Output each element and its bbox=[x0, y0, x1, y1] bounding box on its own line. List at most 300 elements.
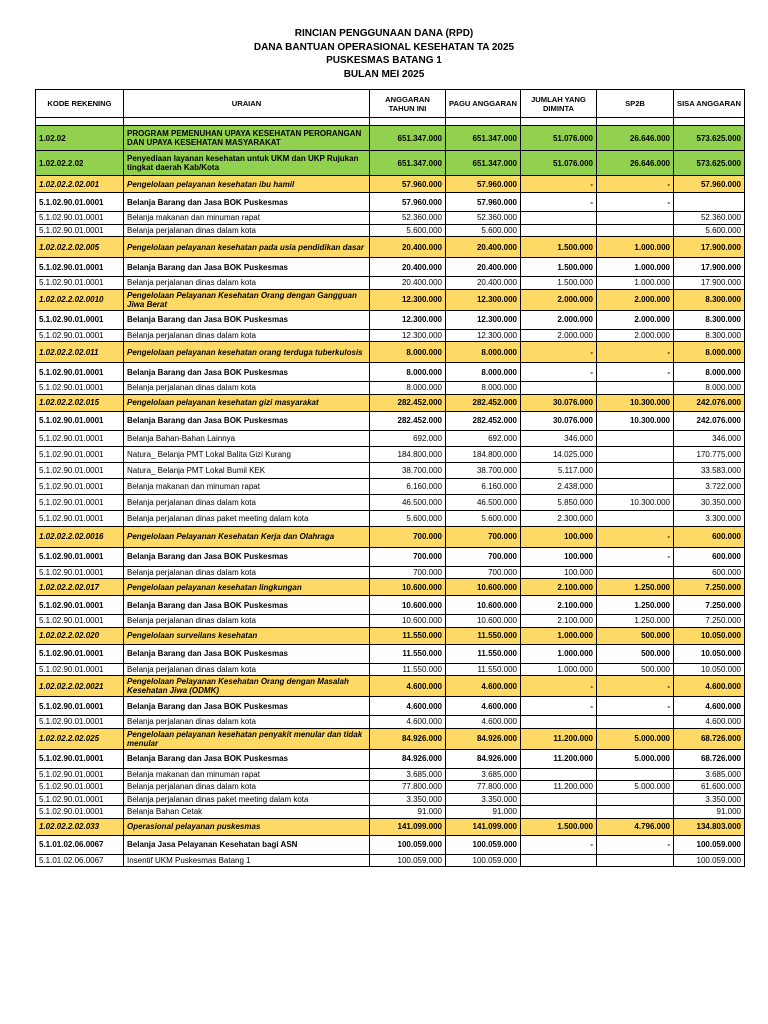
cell-sisa: 17.900.000 bbox=[674, 277, 745, 290]
cell-sp2b: 1.000.000 bbox=[597, 237, 674, 258]
cell-sisa: 7.250.000 bbox=[674, 615, 745, 628]
cell-uraian: Pengelolaan Pelayanan Kesehatan Orang dengan Gangguan Jiwa Berat bbox=[124, 289, 370, 310]
cell-pagu: 651.347.000 bbox=[446, 151, 521, 176]
cell-sp2b: 500.000 bbox=[597, 663, 674, 676]
cell-sisa: 100.059.000 bbox=[674, 854, 745, 867]
cell-jumlah: - bbox=[521, 363, 597, 382]
cell-sp2b bbox=[597, 478, 674, 494]
cell-kode: 5.1.02.90.01.0001 bbox=[36, 446, 124, 462]
cell-jumlah: 1.500.000 bbox=[521, 237, 597, 258]
col-header-uraian: URAIAN bbox=[124, 90, 370, 118]
cell-uraian: Belanja perjalanan dinas dalam kota bbox=[124, 615, 370, 628]
cell-sp2b: 1.250.000 bbox=[597, 615, 674, 628]
cell-kode: 5.1.02.90.01.0001 bbox=[36, 663, 124, 676]
cell-uraian: Belanja perjalanan dinas paket meeting dalam kota bbox=[124, 510, 370, 526]
table-row bbox=[36, 394, 745, 411]
cell-kode: 1.02.02.2.02.0016 bbox=[36, 526, 124, 547]
cell-pagu: 12.300.000 bbox=[446, 329, 521, 342]
cell-pagu: 84.926.000 bbox=[446, 728, 521, 749]
cell-pagu: 700.000 bbox=[446, 526, 521, 547]
cell-pagu: 5.600.000 bbox=[446, 224, 521, 237]
cell-pagu: 4.600.000 bbox=[446, 676, 521, 697]
cell-anggaran: 57.960.000 bbox=[370, 193, 446, 212]
cell-sisa: 573.625.000 bbox=[674, 151, 745, 176]
cell-jumlah bbox=[521, 224, 597, 237]
cell-jumlah: 11.200.000 bbox=[521, 749, 597, 768]
cell-sp2b bbox=[597, 716, 674, 729]
cell-kode: 5.1.02.90.01.0001 bbox=[36, 277, 124, 290]
cell-sisa: 573.625.000 bbox=[674, 126, 745, 151]
cell-anggaran: 12.300.000 bbox=[370, 289, 446, 310]
cell-kode: 1.02.02.2.02.0021 bbox=[36, 676, 124, 697]
cell-sp2b bbox=[597, 446, 674, 462]
cell-anggaran bbox=[370, 118, 446, 126]
cell-kode: 1.02.02.2.02.033 bbox=[36, 818, 124, 835]
cell-uraian: PROGRAM PEMENUHAN UPAYA KESEHATAN PERORANGAN DAN UPAYA KESEHATAN MASYARAKAT bbox=[124, 126, 370, 151]
cell-sp2b: 10.300.000 bbox=[597, 411, 674, 430]
cell-sp2b: 2.000.000 bbox=[597, 310, 674, 329]
cell-sp2b: - bbox=[597, 835, 674, 854]
col-header-jumlah: JUMLAH YANG DIMINTA bbox=[521, 90, 597, 118]
cell-jumlah bbox=[521, 212, 597, 225]
cell-pagu: 8.000.000 bbox=[446, 342, 521, 363]
cell-anggaran: 700.000 bbox=[370, 526, 446, 547]
rpd-table bbox=[35, 89, 745, 867]
cell-sp2b: 10.300.000 bbox=[597, 394, 674, 411]
cell-uraian: Belanja Bahan-Bahan Lainnya bbox=[124, 430, 370, 446]
cell-sp2b bbox=[597, 510, 674, 526]
cell-sp2b: - bbox=[597, 363, 674, 382]
cell-sp2b: 26.646.000 bbox=[597, 126, 674, 151]
cell-uraian: Belanja Barang dan Jasa BOK Puskesmas bbox=[124, 644, 370, 663]
cell-jumlah: 2.300.000 bbox=[521, 510, 597, 526]
cell-sisa: 170.775.000 bbox=[674, 446, 745, 462]
cell-anggaran: 100.059.000 bbox=[370, 854, 446, 867]
cell-anggaran: 700.000 bbox=[370, 547, 446, 566]
cell-uraian: Belanja Barang dan Jasa BOK Puskesmas bbox=[124, 596, 370, 615]
cell-anggaran: 10.600.000 bbox=[370, 596, 446, 615]
cell-anggaran: 100.059.000 bbox=[370, 835, 446, 854]
table-row bbox=[36, 176, 745, 193]
cell-uraian: Belanja perjalanan dinas dalam kota bbox=[124, 277, 370, 290]
col-header-kode: KODE REKENING bbox=[36, 90, 124, 118]
cell-anggaran: 3.685.000 bbox=[370, 768, 446, 781]
cell-kode: 1.02.02.2.02.001 bbox=[36, 176, 124, 193]
cell-jumlah: 5.850.000 bbox=[521, 494, 597, 510]
cell-anggaran: 282.452.000 bbox=[370, 411, 446, 430]
cell-pagu: 100.059.000 bbox=[446, 854, 521, 867]
cell-jumlah bbox=[521, 118, 597, 126]
cell-sisa: 3.300.000 bbox=[674, 510, 745, 526]
cell-pagu bbox=[446, 118, 521, 126]
cell-sisa: 57.960.000 bbox=[674, 176, 745, 193]
cell-uraian: Belanja Jasa Pelayanan Kesehatan bagi ASN bbox=[124, 835, 370, 854]
table-row bbox=[36, 835, 745, 854]
cell-anggaran: 11.550.000 bbox=[370, 627, 446, 644]
cell-kode: 5.1.02.90.01.0001 bbox=[36, 462, 124, 478]
cell-jumlah: 346.000 bbox=[521, 430, 597, 446]
cell-sisa: 4.600.000 bbox=[674, 676, 745, 697]
table-row bbox=[36, 411, 745, 430]
cell-kode: 5.1.02.90.01.0001 bbox=[36, 768, 124, 781]
cell-uraian: Pengelolaan surveilans kesehatan bbox=[124, 627, 370, 644]
cell-uraian bbox=[124, 118, 370, 126]
cell-uraian: Pengelolaan pelayanan kesehatan pada usia pendidikan dasar bbox=[124, 237, 370, 258]
cell-sisa: 10.050.000 bbox=[674, 663, 745, 676]
cell-kode bbox=[36, 118, 124, 126]
cell-sp2b: 5.000.000 bbox=[597, 728, 674, 749]
cell-sp2b: - bbox=[597, 676, 674, 697]
cell-kode: 5.1.02.90.01.0001 bbox=[36, 310, 124, 329]
col-header-pagu: PAGU ANGGARAN bbox=[446, 90, 521, 118]
cell-anggaran: 84.926.000 bbox=[370, 728, 446, 749]
cell-sp2b: - bbox=[597, 193, 674, 212]
cell-sisa: 600.000 bbox=[674, 547, 745, 566]
cell-kode: 1.02.02.2.02.011 bbox=[36, 342, 124, 363]
cell-sisa: 8.300.000 bbox=[674, 289, 745, 310]
table-row bbox=[36, 806, 745, 819]
table-row bbox=[36, 728, 745, 749]
table-row bbox=[36, 478, 745, 494]
cell-kode: 5.1.01.02.06.0067 bbox=[36, 854, 124, 867]
table-row bbox=[36, 663, 745, 676]
cell-pagu: 6.160.000 bbox=[446, 478, 521, 494]
cell-sisa: 3.685.000 bbox=[674, 768, 745, 781]
cell-jumlah: 1.500.000 bbox=[521, 277, 597, 290]
cell-uraian: Pengelolaan pelayanan kesehatan ibu hamil bbox=[124, 176, 370, 193]
cell-sisa bbox=[674, 193, 745, 212]
cell-pagu: 11.550.000 bbox=[446, 627, 521, 644]
cell-anggaran: 700.000 bbox=[370, 566, 446, 579]
cell-jumlah bbox=[521, 854, 597, 867]
table-row bbox=[36, 596, 745, 615]
table-row bbox=[36, 224, 745, 237]
cell-kode: 5.1.02.90.01.0001 bbox=[36, 566, 124, 579]
cell-anggaran: 52.360.000 bbox=[370, 212, 446, 225]
cell-sisa: 30.350.000 bbox=[674, 494, 745, 510]
table-row bbox=[36, 854, 745, 867]
cell-kode: 1.02.02.2.02.020 bbox=[36, 627, 124, 644]
cell-uraian: Belanja Barang dan Jasa BOK Puskesmas bbox=[124, 547, 370, 566]
cell-pagu: 651.347.000 bbox=[446, 126, 521, 151]
cell-kode: 1.02.02.2.02.015 bbox=[36, 394, 124, 411]
cell-sisa: 600.000 bbox=[674, 566, 745, 579]
cell-anggaran: 20.400.000 bbox=[370, 258, 446, 277]
cell-sisa: 8.300.000 bbox=[674, 310, 745, 329]
table-row bbox=[36, 644, 745, 663]
cell-kode: 5.1.02.90.01.0001 bbox=[36, 510, 124, 526]
cell-sisa: 7.250.000 bbox=[674, 579, 745, 596]
cell-jumlah: 100.000 bbox=[521, 547, 597, 566]
cell-anggaran: 20.400.000 bbox=[370, 277, 446, 290]
table-row bbox=[36, 627, 745, 644]
cell-pagu: 10.600.000 bbox=[446, 596, 521, 615]
cell-anggaran: 5.600.000 bbox=[370, 510, 446, 526]
table-row bbox=[36, 289, 745, 310]
cell-uraian: Belanja perjalanan dinas dalam kota bbox=[124, 329, 370, 342]
cell-pagu: 282.452.000 bbox=[446, 411, 521, 430]
cell-pagu: 20.400.000 bbox=[446, 237, 521, 258]
cell-pagu: 4.600.000 bbox=[446, 697, 521, 716]
cell-kode: 5.1.02.90.01.0001 bbox=[36, 781, 124, 794]
header-subtitle: DANA BANTUAN OPERASIONAL KESEHATAN TA 2025 bbox=[253, 41, 515, 53]
cell-sisa: 68.726.000 bbox=[674, 728, 745, 749]
cell-anggaran: 282.452.000 bbox=[370, 394, 446, 411]
cell-jumlah bbox=[521, 382, 597, 395]
cell-uraian: Belanja makanan dan minuman rapat bbox=[124, 768, 370, 781]
cell-pagu: 184.800.000 bbox=[446, 446, 521, 462]
cell-jumlah: - bbox=[521, 342, 597, 363]
cell-sisa: 61.600.000 bbox=[674, 781, 745, 794]
cell-anggaran: 692.000 bbox=[370, 430, 446, 446]
cell-sisa: 7.250.000 bbox=[674, 596, 745, 615]
cell-sisa: 100.059.000 bbox=[674, 835, 745, 854]
cell-sp2b: 500.000 bbox=[597, 644, 674, 663]
col-header-sp2b: SP2B bbox=[597, 90, 674, 118]
cell-jumlah: 30.076.000 bbox=[521, 394, 597, 411]
cell-kode: 5.1.02.90.01.0001 bbox=[36, 224, 124, 237]
table-row bbox=[36, 126, 745, 151]
cell-sp2b: 1.250.000 bbox=[597, 596, 674, 615]
cell-sisa: 91.000 bbox=[674, 806, 745, 819]
cell-pagu: 3.685.000 bbox=[446, 768, 521, 781]
cell-kode: 5.1.02.90.01.0001 bbox=[36, 258, 124, 277]
cell-jumlah: 1.000.000 bbox=[521, 663, 597, 676]
document-header bbox=[0, 27, 768, 81]
cell-uraian: Belanja perjalanan dinas dalam kota bbox=[124, 716, 370, 729]
cell-pagu: 20.400.000 bbox=[446, 277, 521, 290]
table-row bbox=[36, 363, 745, 382]
cell-kode: 5.1.02.90.01.0001 bbox=[36, 644, 124, 663]
cell-jumlah: - bbox=[521, 835, 597, 854]
cell-kode: 1.02.02.2.02.005 bbox=[36, 237, 124, 258]
cell-sp2b: 2.000.000 bbox=[597, 329, 674, 342]
cell-pagu: 100.059.000 bbox=[446, 835, 521, 854]
cell-anggaran: 77.800.000 bbox=[370, 781, 446, 794]
cell-sp2b: 26.646.000 bbox=[597, 151, 674, 176]
cell-anggaran: 8.000.000 bbox=[370, 363, 446, 382]
cell-pagu: 692.000 bbox=[446, 430, 521, 446]
table-row bbox=[36, 446, 745, 462]
cell-anggaran: 3.350.000 bbox=[370, 793, 446, 806]
cell-kode: 5.1.02.90.01.0001 bbox=[36, 329, 124, 342]
cell-anggaran: 141.099.000 bbox=[370, 818, 446, 835]
cell-kode: 5.1.02.90.01.0001 bbox=[36, 212, 124, 225]
table-row bbox=[36, 818, 745, 835]
cell-sp2b: 5.000.000 bbox=[597, 749, 674, 768]
cell-anggaran: 10.600.000 bbox=[370, 615, 446, 628]
cell-jumlah: 51.076.000 bbox=[521, 151, 597, 176]
cell-sp2b bbox=[597, 806, 674, 819]
cell-jumlah: 5.117.000 bbox=[521, 462, 597, 478]
cell-sisa: 17.900.000 bbox=[674, 237, 745, 258]
table-row bbox=[36, 342, 745, 363]
header-period: BULAN MEI 2025 bbox=[343, 68, 425, 80]
cell-pagu: 700.000 bbox=[446, 566, 521, 579]
cell-sp2b: 500.000 bbox=[597, 627, 674, 644]
cell-uraian: Natura_ Belanja PMT Lokal Balita Gizi Kurang bbox=[124, 446, 370, 462]
cell-jumlah: 2.000.000 bbox=[521, 329, 597, 342]
cell-jumlah bbox=[521, 768, 597, 781]
table-row bbox=[36, 749, 745, 768]
table-row bbox=[36, 566, 745, 579]
cell-kode: 5.1.02.90.01.0001 bbox=[36, 411, 124, 430]
cell-uraian: Insentif UKM Puskesmas Batang 1 bbox=[124, 854, 370, 867]
cell-jumlah: 1.500.000 bbox=[521, 258, 597, 277]
cell-jumlah: 11.200.000 bbox=[521, 728, 597, 749]
cell-jumlah: 2.000.000 bbox=[521, 289, 597, 310]
cell-sp2b bbox=[597, 462, 674, 478]
cell-pagu: 8.000.000 bbox=[446, 363, 521, 382]
table-row bbox=[36, 310, 745, 329]
cell-sp2b bbox=[597, 768, 674, 781]
cell-anggaran: 5.600.000 bbox=[370, 224, 446, 237]
cell-uraian: Pengelolaan pelayanan kesehatan orang terduga tuberkulosis bbox=[124, 342, 370, 363]
table-row bbox=[36, 526, 745, 547]
cell-uraian: Belanja Barang dan Jasa BOK Puskesmas bbox=[124, 411, 370, 430]
cell-sisa: 8.000.000 bbox=[674, 363, 745, 382]
table-row bbox=[36, 615, 745, 628]
cell-jumlah: - bbox=[521, 697, 597, 716]
cell-pagu: 12.300.000 bbox=[446, 289, 521, 310]
cell-sisa: 17.900.000 bbox=[674, 258, 745, 277]
cell-sp2b: - bbox=[597, 697, 674, 716]
table-row bbox=[36, 258, 745, 277]
cell-uraian: Belanja Barang dan Jasa BOK Puskesmas bbox=[124, 310, 370, 329]
cell-kode: 5.1.02.90.01.0001 bbox=[36, 697, 124, 716]
cell-pagu: 38.700.000 bbox=[446, 462, 521, 478]
cell-kode: 5.1.02.90.01.0001 bbox=[36, 494, 124, 510]
cell-sp2b bbox=[597, 224, 674, 237]
cell-pagu: 11.550.000 bbox=[446, 663, 521, 676]
cell-uraian: Belanja Barang dan Jasa BOK Puskesmas bbox=[124, 363, 370, 382]
table-row bbox=[36, 329, 745, 342]
cell-jumlah: 1.000.000 bbox=[521, 627, 597, 644]
cell-anggaran: 12.300.000 bbox=[370, 329, 446, 342]
cell-uraian: Belanja perjalanan dinas dalam kota bbox=[124, 781, 370, 794]
cell-kode: 5.1.02.90.01.0001 bbox=[36, 363, 124, 382]
cell-sp2b bbox=[597, 793, 674, 806]
table-row bbox=[36, 382, 745, 395]
cell-uraian: Belanja perjalanan dinas dalam kota bbox=[124, 566, 370, 579]
table-row bbox=[36, 151, 745, 176]
cell-sp2b: - bbox=[597, 526, 674, 547]
cell-anggaran: 12.300.000 bbox=[370, 310, 446, 329]
cell-pagu: 57.960.000 bbox=[446, 193, 521, 212]
cell-anggaran: 84.926.000 bbox=[370, 749, 446, 768]
cell-pagu: 700.000 bbox=[446, 547, 521, 566]
cell-anggaran: 651.347.000 bbox=[370, 126, 446, 151]
cell-kode: 5.1.02.90.01.0001 bbox=[36, 193, 124, 212]
cell-jumlah bbox=[521, 806, 597, 819]
table-row bbox=[36, 793, 745, 806]
cell-sisa: 10.050.000 bbox=[674, 627, 745, 644]
cell-jumlah: 1.000.000 bbox=[521, 644, 597, 663]
cell-kode: 5.1.02.90.01.0001 bbox=[36, 749, 124, 768]
cell-sisa: 8.000.000 bbox=[674, 342, 745, 363]
cell-uraian: Belanja perjalanan dinas dalam kota bbox=[124, 663, 370, 676]
cell-uraian: Belanja perjalanan dinas dalam kota bbox=[124, 224, 370, 237]
table-row bbox=[36, 768, 745, 781]
cell-sp2b: 1.000.000 bbox=[597, 277, 674, 290]
cell-kode: 5.1.02.90.01.0001 bbox=[36, 547, 124, 566]
cell-sp2b: 1.000.000 bbox=[597, 258, 674, 277]
cell-pagu: 4.600.000 bbox=[446, 716, 521, 729]
cell-sisa: 242.076.000 bbox=[674, 411, 745, 430]
cell-uraian: Operasional pelayanan puskesmas bbox=[124, 818, 370, 835]
cell-sp2b: 4.796.000 bbox=[597, 818, 674, 835]
cell-anggaran: 4.600.000 bbox=[370, 697, 446, 716]
cell-sisa: 600.000 bbox=[674, 526, 745, 547]
cell-sisa: 5.600.000 bbox=[674, 224, 745, 237]
cell-uraian: Penyediaan layanan kesehatan untuk UKM dan UKP Rujukan tingkat daerah Kab/Kota bbox=[124, 151, 370, 176]
header-title: RINCIAN PENGGUNAAN DANA (RPD) bbox=[294, 28, 474, 39]
cell-jumlah: 2.000.000 bbox=[521, 310, 597, 329]
cell-sp2b: - bbox=[597, 342, 674, 363]
cell-anggaran: 20.400.000 bbox=[370, 237, 446, 258]
cell-sp2b bbox=[597, 118, 674, 126]
cell-kode: 1.02.02 bbox=[36, 126, 124, 151]
table-row bbox=[36, 212, 745, 225]
cell-sisa: 68.726.000 bbox=[674, 749, 745, 768]
cell-kode: 5.1.01.02.06.0067 bbox=[36, 835, 124, 854]
cell-sisa: 3.350.000 bbox=[674, 793, 745, 806]
cell-uraian: Pengelolaan Pelayanan Kesehatan Orang dengan Masalah Kesehatan Jiwa (ODMK) bbox=[124, 676, 370, 697]
cell-kode: 1.02.02.2.02.0010 bbox=[36, 289, 124, 310]
cell-anggaran: 57.960.000 bbox=[370, 176, 446, 193]
table-row bbox=[36, 430, 745, 446]
cell-sisa: 52.360.000 bbox=[674, 212, 745, 225]
cell-anggaran: 184.800.000 bbox=[370, 446, 446, 462]
cell-jumlah: 11.200.000 bbox=[521, 781, 597, 794]
cell-pagu: 8.000.000 bbox=[446, 382, 521, 395]
cell-jumlah: 1.500.000 bbox=[521, 818, 597, 835]
cell-anggaran: 8.000.000 bbox=[370, 342, 446, 363]
cell-jumlah: 100.000 bbox=[521, 566, 597, 579]
cell-jumlah: 2.100.000 bbox=[521, 579, 597, 596]
table-header-row bbox=[36, 90, 745, 118]
cell-sp2b: 2.000.000 bbox=[597, 289, 674, 310]
cell-sisa: 8.000.000 bbox=[674, 382, 745, 395]
cell-pagu: 141.099.000 bbox=[446, 818, 521, 835]
cell-sisa: 4.600.000 bbox=[674, 697, 745, 716]
cell-pagu: 84.926.000 bbox=[446, 749, 521, 768]
cell-anggaran: 11.550.000 bbox=[370, 663, 446, 676]
cell-uraian: Belanja perjalanan dinas paket meeting dalam kota bbox=[124, 793, 370, 806]
cell-sp2b: - bbox=[597, 176, 674, 193]
table-row bbox=[36, 462, 745, 478]
cell-anggaran: 11.550.000 bbox=[370, 644, 446, 663]
cell-kode: 1.02.02.2.02.017 bbox=[36, 579, 124, 596]
cell-pagu: 10.600.000 bbox=[446, 615, 521, 628]
cell-sp2b bbox=[597, 854, 674, 867]
cell-kode: 5.1.02.90.01.0001 bbox=[36, 596, 124, 615]
cell-pagu: 10.600.000 bbox=[446, 579, 521, 596]
cell-jumlah bbox=[521, 716, 597, 729]
cell-anggaran: 651.347.000 bbox=[370, 151, 446, 176]
cell-uraian: Natura_ Belanja PMT Lokal Bumil KEK bbox=[124, 462, 370, 478]
cell-uraian: Belanja makanan dan minuman rapat bbox=[124, 478, 370, 494]
table-row bbox=[36, 579, 745, 596]
cell-jumlah: - bbox=[521, 676, 597, 697]
cell-sp2b: 1.250.000 bbox=[597, 579, 674, 596]
table-row bbox=[36, 494, 745, 510]
cell-pagu: 20.400.000 bbox=[446, 258, 521, 277]
cell-jumlah: 14.025.000 bbox=[521, 446, 597, 462]
cell-anggaran: 6.160.000 bbox=[370, 478, 446, 494]
cell-sisa: 134.803.000 bbox=[674, 818, 745, 835]
cell-uraian: Belanja Bahan Cetak bbox=[124, 806, 370, 819]
